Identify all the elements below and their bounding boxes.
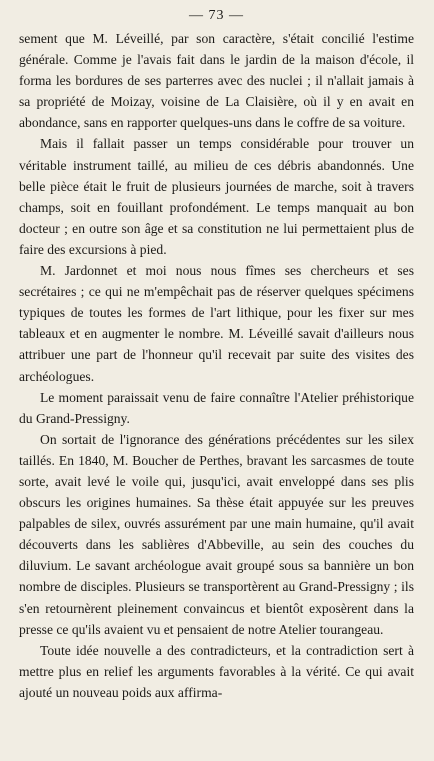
paragraph: Toute idée nouvelle a des contradicteurs, et la contradiction sert à mettre plus en relief les arguments favorables à la vérité. Ce qui avait ajouté un nouveau poids aux affirma- — [19, 642, 414, 700]
paragraph: Mais il fallait passer un temps considérable pour trouver un véritable instrument taillé, au milieu de ces débris abandonnés. Une belle pièce était le fruit de plusieurs journées de marche, soit à travers champs, soit en fouillant profondément. Le temps manquait au bon docteur ; en outre son âge et sa constitution ne lui permettaient plus de faire des excursions à pied. — [19, 136, 414, 257]
paragraph: M. Jardonnet et moi nous nous fîmes ses chercheurs et ses secrétaires ; ce qui ne m'empêchait pas de réserver quelques spécimens typiques de toutes les formes de l'art lithique, pour les fixer sur mes tableaux et en augmenter le nombre. M. Léveillé savait d'ailleurs nous attribuer une part de l'honneur qu'il recevait par suite des visites des archéologues. — [19, 263, 414, 384]
page-number: — 73 — — [189, 8, 244, 23]
paragraph: On sortait de l'ignorance des générations précédentes sur les silex taillés. En 1840, M. Boucher de Perthes, bravant les sarcasmes de toute sorte, avait levé le voile qui, jusqu'ici, avait enveloppé dans ses plis obscurs les origines humaines. Sa thèse était appuyée sur les preuves palpables de silex, ouvrés assurément par une main humaine, qu'il avait découverts dans les sablières d'Abbeville, au sein des couches du diluvium. Le savant archéologue avait groupé sous sa bannière un bon nombre de disciples. Plusieurs se transportèrent au Grand-Pressigny ; ils s'en retournèrent pleinement convaincus et bientôt exposèrent dans la presse ce qu'ils avaient vu et pensaient de notre Atelier tourangeau. — [19, 431, 414, 637]
paragraph: Le moment paraissait venu de faire connaître l'Atelier préhistorique du Grand-Pressigny. — [19, 389, 414, 426]
paragraph: sement que M. Léveillé, par son caractère, s'était concilié l'estime générale. Comme je l'avais fait dans le jardin de la maison d'école, il forma les bordures de ses parterres avec des nuclei ; il n'allait jamais à sa propriété de Moizay, voisine de La Claisière, où il y en avait en abondance, sans en rapporter quelques-uns dans le coffre de sa voiture. — [19, 31, 414, 131]
body-text — [19, 28, 414, 703]
